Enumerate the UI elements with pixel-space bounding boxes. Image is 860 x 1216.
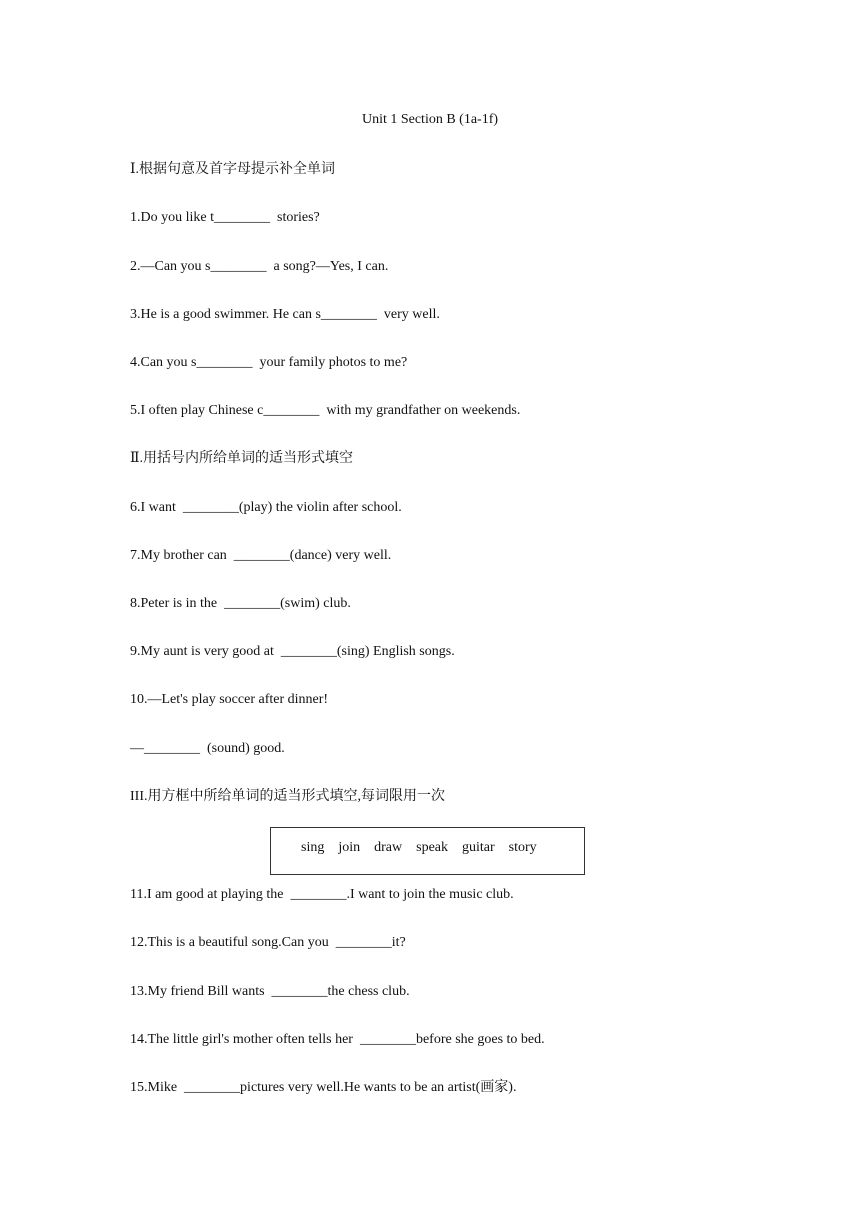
word-list xyxy=(301,838,551,858)
word-sing: sing xyxy=(301,840,325,855)
section-1-heading: Ⅰ.根据句意及首字母提示补全单词 xyxy=(130,162,336,177)
question-7: 7.My brother can ________(dance) very well. xyxy=(130,548,392,563)
question-15: 15.Mike ________pictures very well.He wants to be an artist(画家). xyxy=(130,1080,517,1095)
word-story: story xyxy=(508,840,537,855)
question-5: 5.I often play Chinese c________ with my grandfather on weekends. xyxy=(130,403,521,418)
question-12: 12.This is a beautiful song.Can you ________it? xyxy=(130,935,406,950)
word-guitar: guitar xyxy=(462,840,495,855)
question-6: 6.I want ________(play) the violin after school. xyxy=(130,500,402,515)
question-8: 8.Peter is in the ________(swim) club. xyxy=(130,596,351,611)
question-9: 9.My aunt is very good at ________(sing) English songs. xyxy=(130,644,455,659)
word-speak: speak xyxy=(416,840,449,855)
word-join: join xyxy=(338,840,361,855)
question-10-answer-line: —________ (sound) good. xyxy=(130,741,285,756)
word-box xyxy=(270,827,585,875)
page-title: Unit 1 Section B (1a-1f) xyxy=(361,112,499,127)
question-10: 10.—Let's play soccer after dinner! xyxy=(130,692,329,707)
question-1: 1.Do you like t________ stories? xyxy=(130,210,320,225)
section-2-heading: Ⅱ.用括号内所给单词的适当形式填空 xyxy=(130,451,354,466)
word-draw: draw xyxy=(374,840,403,855)
question-11: 11.I am good at playing the ________.I want to join the music club. xyxy=(130,887,514,902)
question-2: 2.—Can you s________ a song?—Yes, I can. xyxy=(130,259,389,274)
question-3: 3.He is a good swimmer. He can s________ very well. xyxy=(130,307,440,322)
question-13: 13.My friend Bill wants ________the chess club. xyxy=(130,984,410,999)
section-3-heading: III.用方框中所给单词的适当形式填空,每词限用一次 xyxy=(130,789,445,804)
question-4: 4.Can you s________ your family photos to me? xyxy=(130,355,408,370)
question-14: 14.The little girl's mother often tells her ________before she goes to bed. xyxy=(130,1032,545,1047)
